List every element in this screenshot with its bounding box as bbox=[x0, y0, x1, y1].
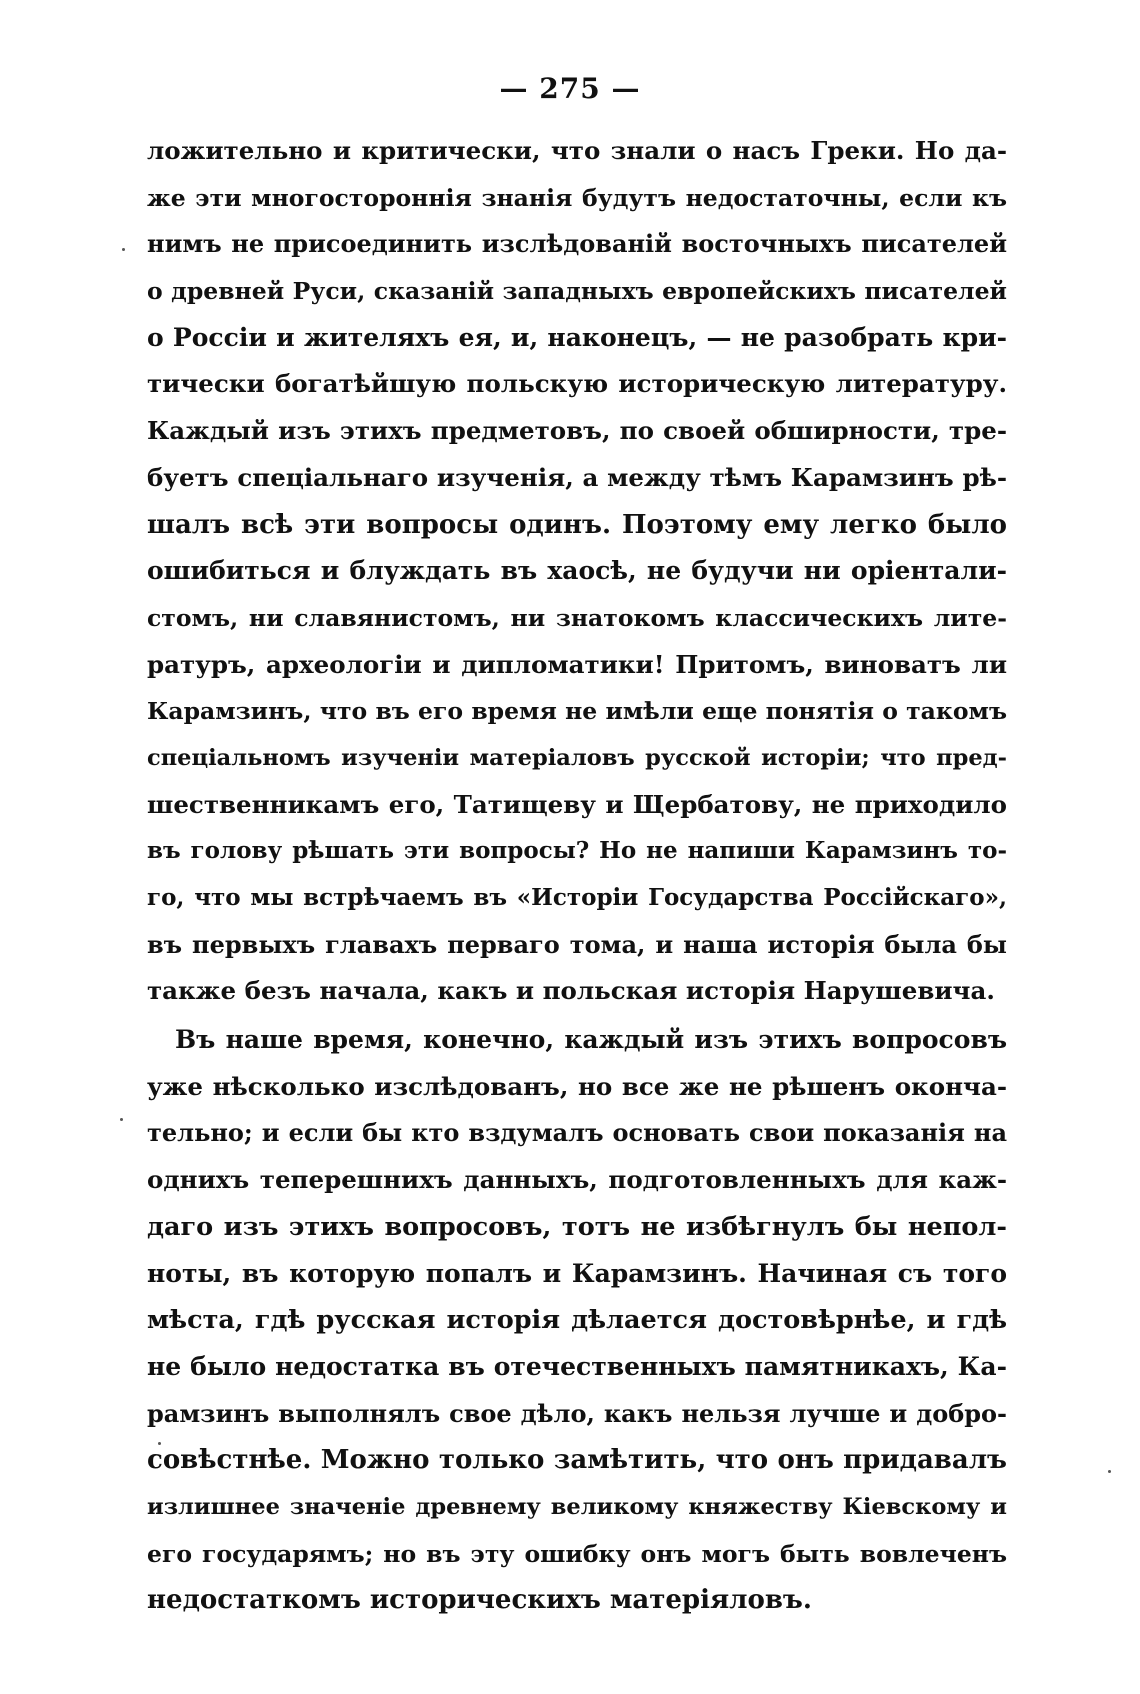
paragraph-1 bbox=[147, 128, 1007, 1015]
text-line: рамзинъ выполнялъ свое дѣло, какъ нельзя лучше и добро- bbox=[147, 1398, 1007, 1428]
body-text bbox=[147, 128, 1007, 1624]
text-line: стомъ, ни славянистомъ, ни знатокомъ классическихъ лите- bbox=[147, 603, 1007, 632]
text-line: же эти многостороннія знанія будутъ недостаточны, если къ bbox=[147, 183, 1007, 212]
text-line: совѣстнѣе. Можно только замѣтить, что онъ придавалъ bbox=[147, 1445, 1007, 1476]
text-line: не было недостатка въ отечественныхъ памятникахъ, Ка- bbox=[147, 1351, 1007, 1381]
scan-speck bbox=[1108, 1470, 1111, 1473]
scan-speck bbox=[158, 1442, 161, 1445]
text-line: въ первыхъ главахъ перваго тома, и наша исторія была бы bbox=[147, 929, 1007, 959]
text-line: шественникамъ его, Татищеву и Щербатову, не приходило bbox=[147, 789, 1007, 819]
text-line: ноты, въ которую попалъ и Карамзинъ. Начиная съ того bbox=[147, 1258, 1007, 1288]
text-line: въ голову рѣшать эти вопросы? Но не напиши Карамзинъ то- bbox=[147, 837, 1007, 865]
text-line: излишнее значеніе древнему великому княжеству Кіевскому и bbox=[147, 1493, 1007, 1520]
text-line: тически богатѣйшую польскую историческую литературу. bbox=[147, 369, 1007, 399]
text-line: о Россіи и жителяхъ ея, и, наконецъ, — не разобрать кри- bbox=[147, 322, 1007, 352]
scan-speck bbox=[122, 248, 125, 251]
text-line: даго изъ этихъ вопросовъ, тотъ не избѣгнулъ бы непол- bbox=[147, 1211, 1007, 1242]
text-line: о древней Руси, сказаній западныхъ европейскихъ писателей bbox=[147, 277, 1007, 306]
text-line: ошибиться и блуждать въ хаосѣ, не будучи ни оріентали- bbox=[147, 556, 1007, 586]
text-line: однихъ теперешнихъ данныхъ, подготовленныхъ для каж- bbox=[147, 1165, 1007, 1195]
scan-speck bbox=[120, 1118, 123, 1121]
text-line: тельно; и если бы кто вздумалъ основать свои показанія на bbox=[147, 1118, 1007, 1148]
text-line: недостаткомъ историческихъ матеріяловъ. bbox=[147, 1585, 812, 1616]
text-line: го, что мы встрѣчаемъ въ «Исторіи Государства Россійскаго», bbox=[147, 884, 1007, 911]
text-line: буетъ спеціальнаго изученія, а между тѣмъ Карамзинъ рѣ- bbox=[147, 462, 1007, 492]
text-line: ложительно и критически, что знали о насъ Греки. Но да- bbox=[147, 136, 1007, 165]
paragraph-2 bbox=[147, 1017, 1007, 1624]
text-line: Карамзинъ, что въ его время не имѣли еще понятія о такомъ bbox=[147, 697, 1007, 726]
text-line: мѣста, гдѣ русская исторія дѣлается достовѣрнѣе, и гдѣ bbox=[147, 1305, 1007, 1336]
text-line: его государямъ; но въ эту ошибку онъ могъ быть вовлеченъ bbox=[147, 1539, 1007, 1568]
text-line: также безъ начала, какъ и польская исторія Нарушевича. bbox=[147, 976, 995, 1006]
page-number: — 275 — bbox=[499, 72, 641, 105]
text-line: спеціальномъ изученіи матеріаловъ русской исторіи; что пред- bbox=[147, 744, 1007, 771]
text-line: шалъ всѣ эти вопросы одинъ. Поэтому ему легко было bbox=[147, 509, 1007, 540]
text-line: Въ наше время, конечно, каждый изъ этихъ вопросовъ bbox=[175, 1025, 1007, 1055]
text-line: нимъ не присоединить изслѣдованій восточныхъ писателей bbox=[147, 229, 1007, 259]
text-line: уже нѣсколько изслѣдованъ, но все же не рѣшенъ оконча- bbox=[147, 1071, 1007, 1101]
text-line: Каждый изъ этихъ предметовъ, по своей обширности, тре- bbox=[147, 416, 1007, 446]
text-line: ратуръ, археологіи и дипломатики! Притомъ, виноватъ ли bbox=[147, 649, 1007, 679]
